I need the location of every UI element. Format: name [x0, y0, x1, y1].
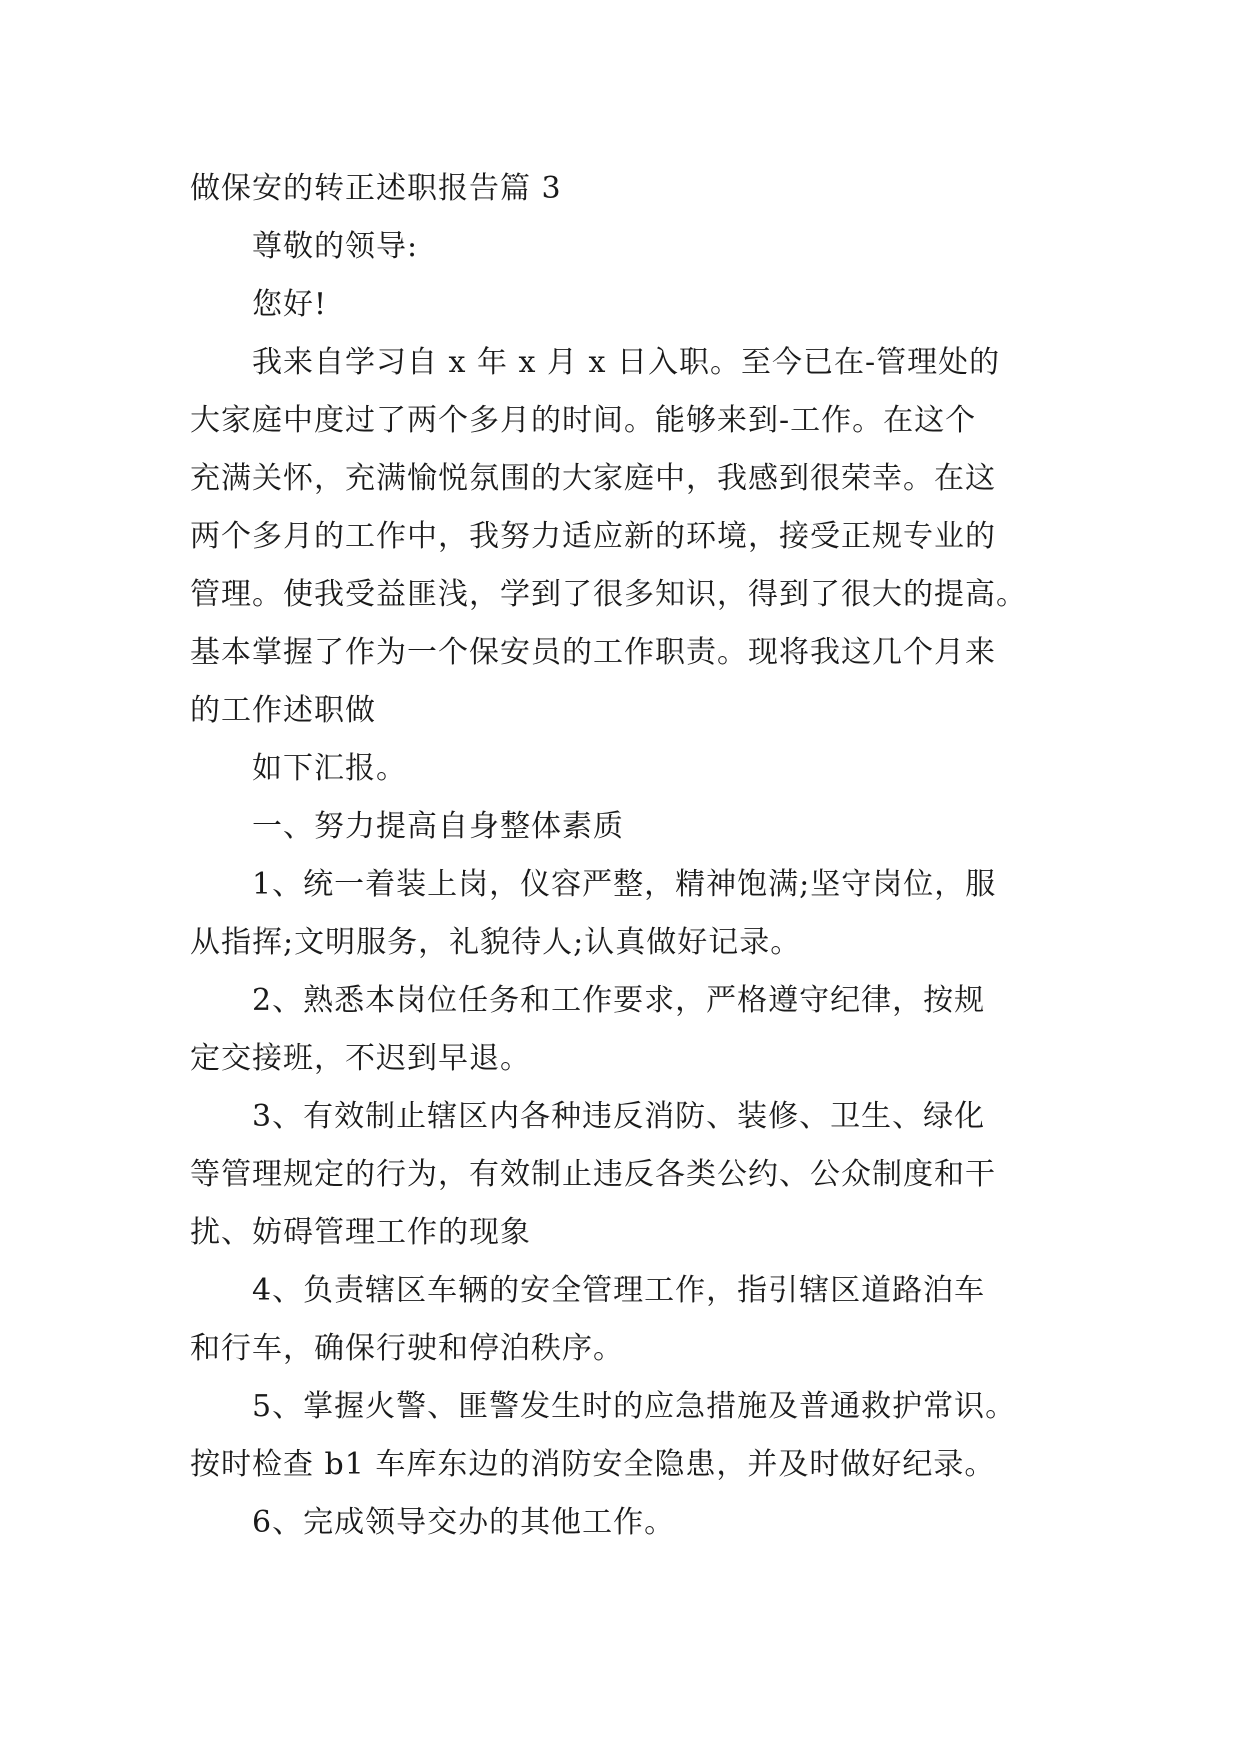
list-item [190, 856, 1060, 972]
paragraph-intro [190, 334, 1060, 740]
paragraph-line: 3、有效制止辖区内各种违反消防、装修、卫生、绿化 [252, 1099, 986, 1134]
paragraph-line: 2、熟悉本岗位任务和工作要求，严格遵守纪律，按规 [252, 983, 986, 1018]
list-item [190, 1378, 1060, 1494]
paragraph-line: 1、统一着装上岗，仪容严整，精神饱满;坚守岗位，服 [252, 867, 997, 902]
list-item [190, 1262, 1060, 1378]
section-heading [190, 798, 1060, 856]
paragraph-line: 6、完成领导交办的其他工作。 [252, 1505, 676, 1540]
paragraph-line: 从指挥;文明服务，礼貌待人;认真做好记录。 [190, 925, 802, 960]
paragraph-line: 管理。使我受益匪浅，学到了很多知识，得到了很大的提高。 [190, 577, 1027, 612]
paragraph-line: 基本掌握了作为一个保安员的工作职责。现将我这几个月来 [190, 635, 996, 670]
paragraph-line: 等管理规定的行为，有效制止违反各类公约、公众制度和干 [190, 1157, 996, 1192]
paragraph-line: 我来自学习自 x 年 x 月 x 日入职。至今已在-管理处的 [252, 345, 1001, 380]
paragraph-line: 5、掌握火警、匪警发生时的应急措施及普通救护常识。 [252, 1389, 1017, 1424]
paragraph-line: 和行车，确保行驶和停泊秩序。 [190, 1331, 624, 1366]
section-heading-line: 一、努力提高自身整体素质 [252, 809, 624, 844]
paragraph-line: 大家庭中度过了两个多月的时间。能够来到-工作。在这个 [190, 403, 977, 438]
paragraph-report-lead [190, 740, 1060, 798]
paragraph-line: 按时检查 b1 车库东边的消防安全隐患，并及时做好纪录。 [190, 1447, 996, 1482]
document-title: 做保安的转正述职报告篇 3 [190, 171, 562, 206]
paragraph-line: 扰、妨碍管理工作的现象 [190, 1215, 531, 1250]
list-item [190, 1494, 1060, 1552]
paragraph-line: 4、负责辖区车辆的安全管理工作，指引辖区道路泊车 [252, 1273, 986, 1308]
paragraph-line: 定交接班，不迟到早退。 [190, 1041, 531, 1076]
paragraph-line: 充满关怀，充满愉悦氛围的大家庭中，我感到很荣幸。在这 [190, 461, 996, 496]
document-page [190, 160, 1060, 1552]
paragraph-line: 的工作述职做 [190, 693, 376, 728]
list-item [190, 1088, 1060, 1262]
list-item [190, 972, 1060, 1088]
paragraph-line: 如下汇报。 [252, 751, 407, 786]
salutation: 您好! [252, 287, 328, 322]
greeting: 尊敬的领导: [252, 229, 419, 264]
paragraph-line: 两个多月的工作中，我努力适应新的环境，接受正规专业的 [190, 519, 996, 554]
